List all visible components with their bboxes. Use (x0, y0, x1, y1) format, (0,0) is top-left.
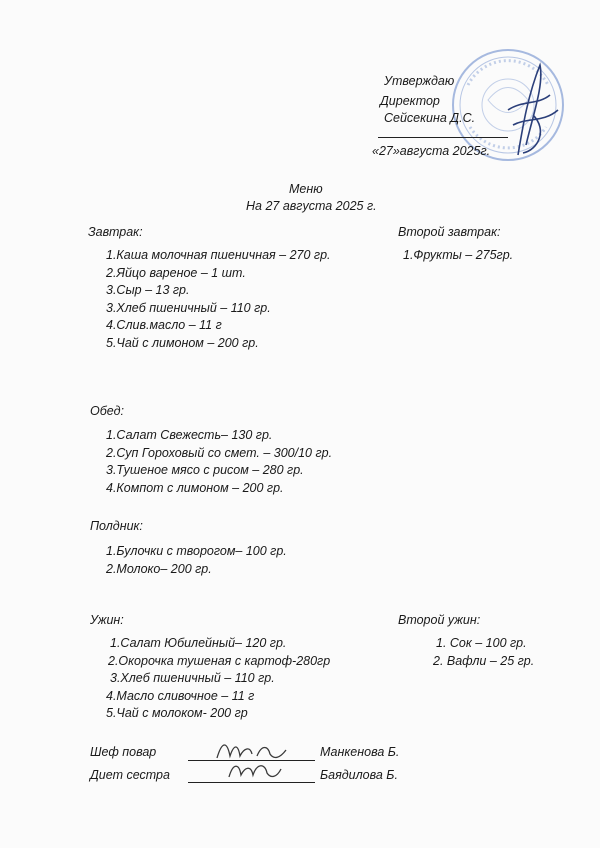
list-item: 3.Сыр – 13 гр. (106, 283, 190, 298)
diet-name: Баядилова Б. (320, 768, 398, 782)
list-item: 1.Фрукты – 275гр. (403, 248, 514, 262)
approval-line1: Утверждаю (384, 74, 455, 88)
list-item: 1.Салат Юбилейный– 120 гр. (110, 636, 287, 650)
diet-role: Диет сестра (90, 768, 170, 782)
list-item: 2.Молоко– 200 гр. (106, 561, 212, 576)
breakfast-label: Завтрак: (88, 225, 143, 239)
list-item: 4.Компот с лимоном – 200 гр. (106, 480, 284, 495)
list-item: 3.Хлеб пшеничный – 110 гр. (106, 300, 271, 315)
list-item: 1.Булочки с творогом– 100 гр. (106, 544, 287, 558)
dinner-list (106, 635, 330, 723)
list-item: 1.Салат Свежесть– 130 гр. (106, 428, 273, 442)
list-item: 2.Окорочка тушеная с картоф-280гр (108, 653, 331, 668)
lunch-list (106, 427, 332, 497)
second-dinner-label: Второй ужин: (398, 613, 481, 627)
list-item: 4.Слив.масло – 11 г (106, 318, 222, 333)
chef-role: Шеф повар (90, 745, 157, 759)
list-item: 4.Масло сливочное – 11 г (106, 688, 255, 703)
second-breakfast-list (403, 247, 513, 265)
menu-date: На 27 августа 2025 г. (246, 199, 377, 213)
chef-name: Манкенова Б. (320, 745, 400, 759)
approval-date: «27»августа 2025г. (372, 144, 491, 158)
list-item: 2. Вафли – 25 гр. (433, 653, 535, 668)
list-item: 5.Чай с лимоном – 200 гр. (106, 335, 259, 350)
second-breakfast-label: Второй завтрак: (398, 225, 501, 239)
list-item: 5.Чай с молоком- 200 гр (106, 706, 248, 721)
snack-list (106, 543, 287, 578)
breakfast-list (106, 247, 331, 353)
list-item: 2.Яйцо вареное – 1 шт. (106, 265, 246, 280)
approval-signature-line (378, 137, 508, 138)
second-dinner-list (433, 635, 534, 670)
approval-line3: Сейсекина Д.С. (384, 111, 476, 125)
lunch-label: Обед: (90, 404, 124, 418)
list-item: 2.Суп Гороховый со смет. – 300/10 гр. (106, 445, 333, 460)
list-item: 3.Тушеное мясо с рисом – 280 гр. (106, 463, 304, 478)
menu-title: Меню (289, 182, 323, 196)
diet-signature (225, 757, 285, 785)
director-signature (478, 55, 568, 165)
list-item: 3.Хлеб пшеничный – 110 гр. (110, 671, 275, 686)
snack-label: Полдник: (90, 519, 143, 533)
list-item: 1.Каша молочная пшеничная – 270 гр. (106, 248, 331, 262)
approval-line2: Директор (380, 94, 440, 108)
dinner-label: Ужин: (90, 613, 124, 627)
list-item: 1. Сок – 100 гр. (436, 636, 527, 650)
